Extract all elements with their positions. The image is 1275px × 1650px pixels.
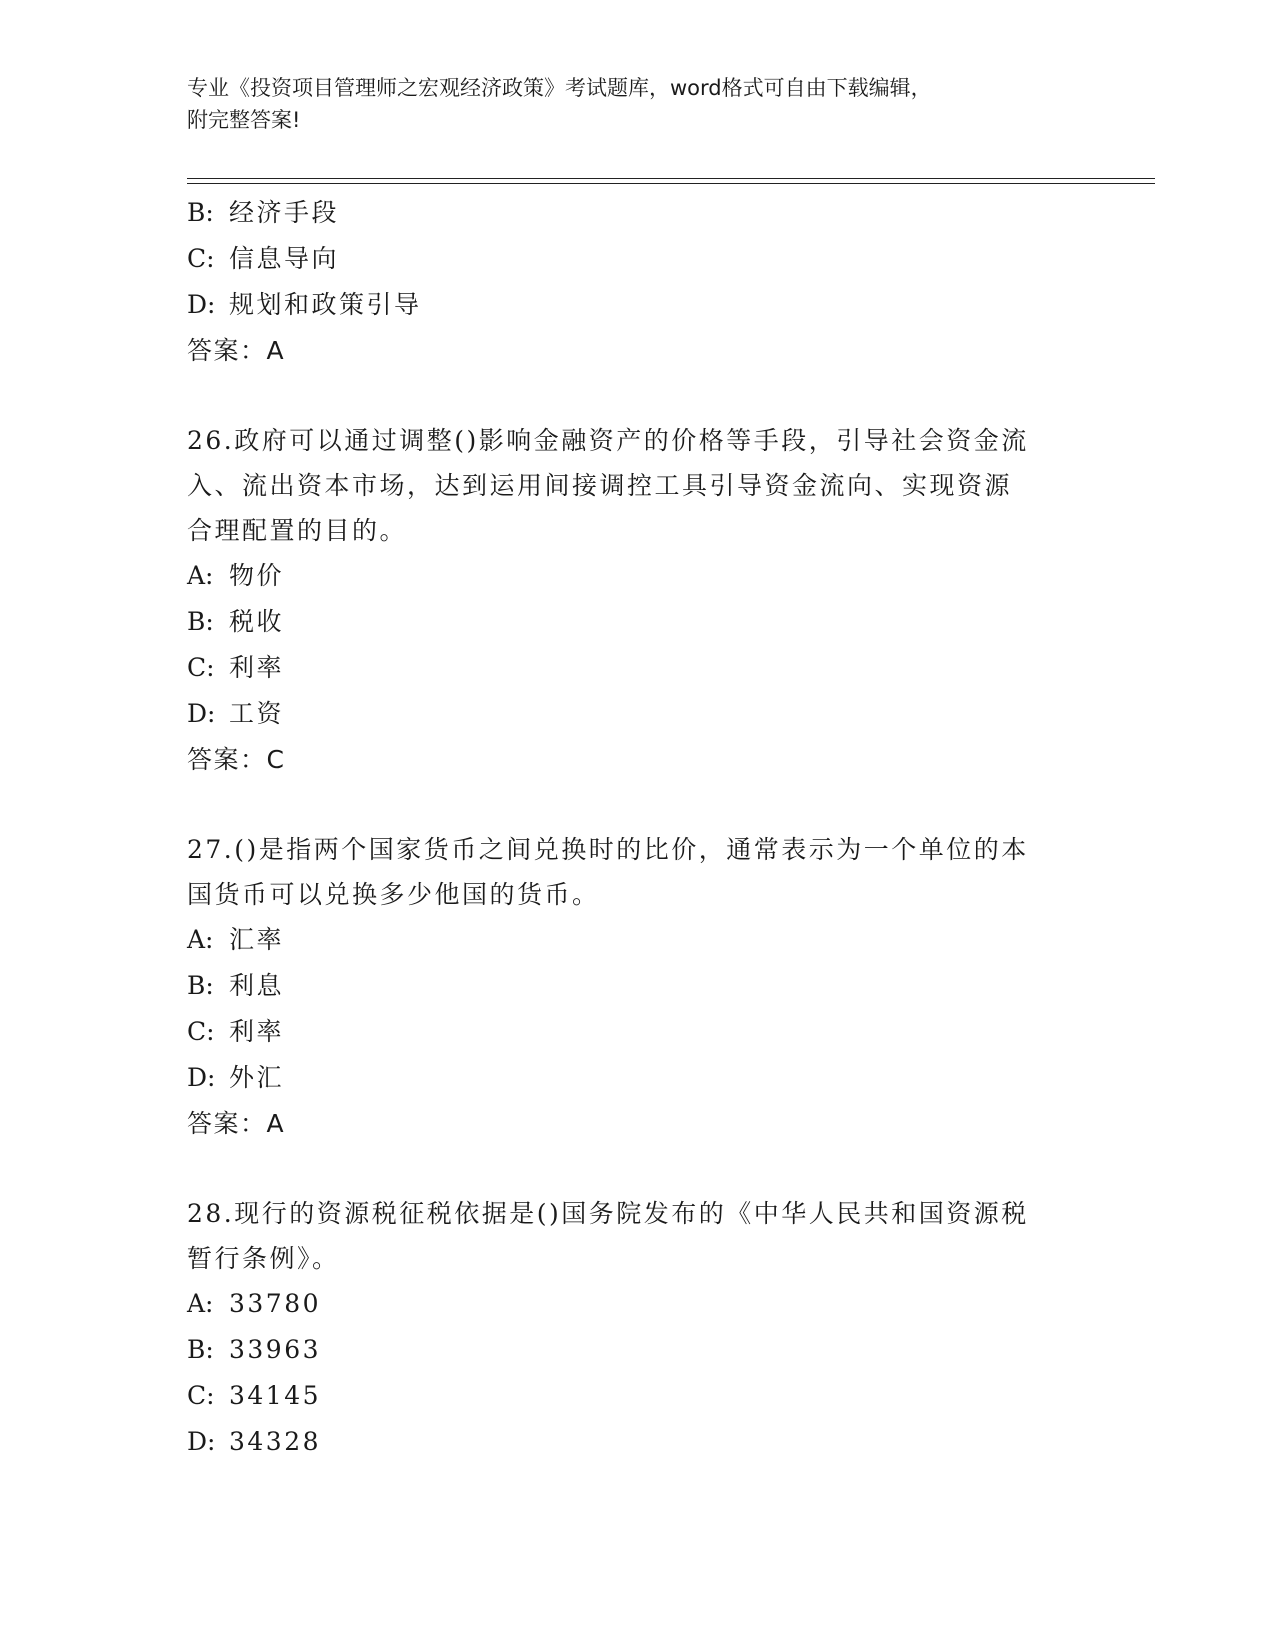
option-label: B: (187, 198, 214, 227)
option-text: 税收 (229, 607, 285, 636)
option-d (187, 1055, 1087, 1101)
option-d (187, 1419, 1087, 1465)
option-text: 物价 (229, 561, 285, 590)
option-text: 34145 (229, 1381, 322, 1410)
partial-question (187, 190, 1087, 374)
option-text: 工资 (229, 699, 285, 728)
header-line-2: 附完整答案! (187, 108, 301, 132)
option-text: 经济手段 (229, 198, 340, 227)
option-c (187, 236, 1087, 282)
option-b (187, 599, 1087, 645)
option-label: D: (187, 699, 216, 728)
question-text-line: 合理配置的目的。 (187, 516, 408, 545)
option-label: B: (187, 1335, 214, 1364)
option-label: A: (187, 925, 214, 954)
option-c (187, 1373, 1087, 1419)
option-text: 33780 (229, 1289, 322, 1318)
question-28 (187, 1191, 1087, 1465)
option-a (187, 553, 1087, 599)
option-label: D: (187, 290, 216, 319)
question-text-line: 27.()是指两个国家货币之间兑换时的比价，通常表示为一个单位的本 (187, 835, 1029, 864)
answer-line: 答案：A (187, 336, 286, 365)
question-text-line: 26.政府可以通过调整()影响金融资产的价格等手段，引导社会资金流 (187, 426, 1029, 455)
header-divider-bottom (187, 183, 1155, 184)
option-label: C: (187, 244, 215, 273)
option-text: 利率 (229, 1017, 285, 1046)
header-divider-top (187, 178, 1155, 179)
question-text-line: 入、流出资本市场，达到运用间接调控工具引导资金流向、实现资源 (187, 471, 1013, 500)
question-text-line: 暂行条例》。 (187, 1244, 340, 1273)
option-label: C: (187, 1017, 215, 1046)
option-text: 34328 (229, 1427, 322, 1456)
option-b (187, 1327, 1087, 1373)
option-label: B: (187, 607, 214, 636)
option-b (187, 963, 1087, 1009)
option-c (187, 645, 1087, 691)
option-text: 信息导向 (229, 244, 340, 273)
option-a (187, 917, 1087, 963)
question-27 (187, 827, 1087, 1147)
option-label: B: (187, 971, 214, 1000)
option-label: A: (187, 1289, 214, 1318)
question-text-line: 国货币可以兑换多少他国的货币。 (187, 880, 600, 909)
question-26 (187, 418, 1087, 783)
option-text: 利息 (229, 971, 285, 1000)
option-label: A: (187, 561, 214, 590)
option-b (187, 190, 1087, 236)
option-text: 外汇 (229, 1063, 285, 1092)
option-label: C: (187, 1381, 215, 1410)
document-header (187, 72, 1087, 136)
answer-line: 答案：A (187, 1109, 286, 1138)
option-text: 规划和政策引导 (229, 290, 422, 319)
option-text: 利率 (229, 653, 285, 682)
document-body (187, 190, 1087, 1465)
option-label: D: (187, 1427, 216, 1456)
option-label: C: (187, 653, 215, 682)
option-text: 汇率 (229, 925, 285, 954)
question-text-line: 28.现行的资源税征税依据是()国务院发布的《中华人民共和国资源税 (187, 1199, 1029, 1228)
option-d (187, 691, 1087, 737)
option-c (187, 1009, 1087, 1055)
option-a (187, 1281, 1087, 1327)
answer-line: 答案：C (187, 745, 286, 774)
option-text: 33963 (229, 1335, 322, 1364)
header-line-1: 专业《投资项目管理师之宏观经济政策》考试题库，word格式可自由下载编辑， (187, 76, 932, 100)
option-d (187, 282, 1087, 328)
option-label: D: (187, 1063, 216, 1092)
